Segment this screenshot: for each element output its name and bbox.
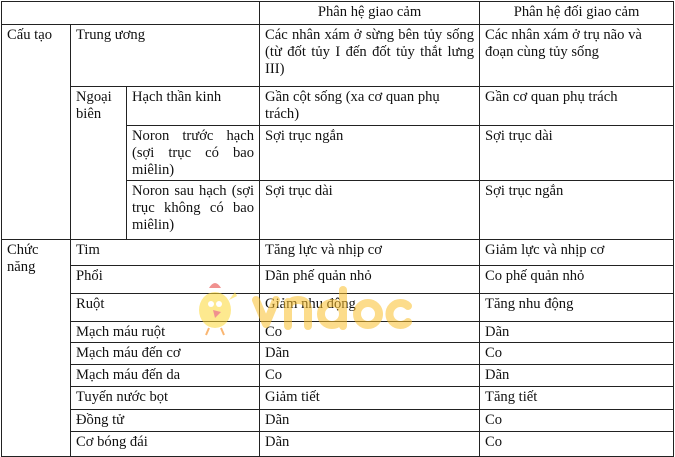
row-label: Đồng tử [71, 410, 260, 432]
sympathetic-cell: Sợi trục dài [260, 181, 480, 240]
table-row [2, 432, 674, 457]
sympathetic-cell: Dãn phế quản nhỏ [260, 266, 480, 294]
row-label: Trung ương [71, 25, 260, 87]
parasympathetic-cell: Các nhân xám ở trụ não và đoạn cùng tủy sống [480, 25, 674, 87]
sympathetic-cell: Dãn [260, 343, 480, 365]
row-label: Mạch máu đến cơ [71, 343, 260, 365]
nervous-system-comparison-table [1, 1, 674, 457]
parasympathetic-cell: Dãn [480, 365, 674, 387]
row-label: Mạch máu đến da [71, 365, 260, 387]
parasympathetic-cell: Co [480, 343, 674, 365]
table-row [2, 322, 674, 343]
parasympathetic-cell: Sợi trục ngắn [480, 181, 674, 240]
sympathetic-cell: Dãn [260, 432, 480, 457]
sympathetic-cell: Co [260, 322, 480, 343]
table-row [2, 266, 674, 294]
parasympathetic-cell: Gần cơ quan phụ trách [480, 87, 674, 126]
row-label: Phổi [71, 266, 260, 294]
parasympathetic-cell: Dãn [480, 322, 674, 343]
header-sympathetic: Phân hệ giao cảm [260, 2, 480, 25]
row-label: Tuyến nước bọt [71, 387, 260, 410]
table-row [2, 25, 674, 87]
parasympathetic-cell: Co phế quản nhỏ [480, 266, 674, 294]
table-row [2, 410, 674, 432]
sympathetic-cell: Gần cột sống (xa cơ quan phụ trách) [260, 87, 480, 126]
table-row [2, 343, 674, 365]
sympathetic-cell: Giảm nhu động [260, 294, 480, 322]
parasympathetic-cell: Co [480, 410, 674, 432]
table-row [2, 87, 674, 126]
sympathetic-cell: Các nhân xám ở sừng bên tủy sống (từ đốt tủy I đến đốt tủy thắt lưng III) [260, 25, 480, 87]
row-label: Noron trước hạch (sợi trục có bao miêlin) [127, 126, 260, 181]
sympathetic-cell: Co [260, 365, 480, 387]
row-label: Tim [71, 240, 260, 266]
header-parasympathetic: Phân hệ đối giao cảm [480, 2, 674, 25]
table-row [2, 240, 674, 266]
sympathetic-cell: Sợi trục ngắn [260, 126, 480, 181]
table-row [2, 365, 674, 387]
parasympathetic-cell: Giảm lực và nhịp cơ [480, 240, 674, 266]
parasympathetic-cell: Tăng tiết [480, 387, 674, 410]
parasympathetic-cell: Sợi trục dài [480, 126, 674, 181]
function-label: Chức năng [2, 240, 71, 457]
sympathetic-cell: Tăng lực và nhịp cơ [260, 240, 480, 266]
sympathetic-cell: Giảm tiết [260, 387, 480, 410]
row-label: Noron sau hạch (sợi trục không có bao miêlin) [127, 181, 260, 240]
row-label: Ruột [71, 294, 260, 322]
peripheral-label: Ngoại biên [71, 87, 127, 240]
row-label: Mạch máu ruột [71, 322, 260, 343]
parasympathetic-cell: Co [480, 432, 674, 457]
row-label: Hạch thần kinh [127, 87, 260, 126]
sympathetic-cell: Dãn [260, 410, 480, 432]
table-row [2, 294, 674, 322]
parasympathetic-cell: Tăng nhu động [480, 294, 674, 322]
header-row [2, 2, 674, 25]
empty-header-cell [2, 2, 260, 25]
structure-label: Cấu tạo [2, 25, 71, 240]
row-label: Cơ bóng đái [71, 432, 260, 457]
table-row [2, 387, 674, 410]
